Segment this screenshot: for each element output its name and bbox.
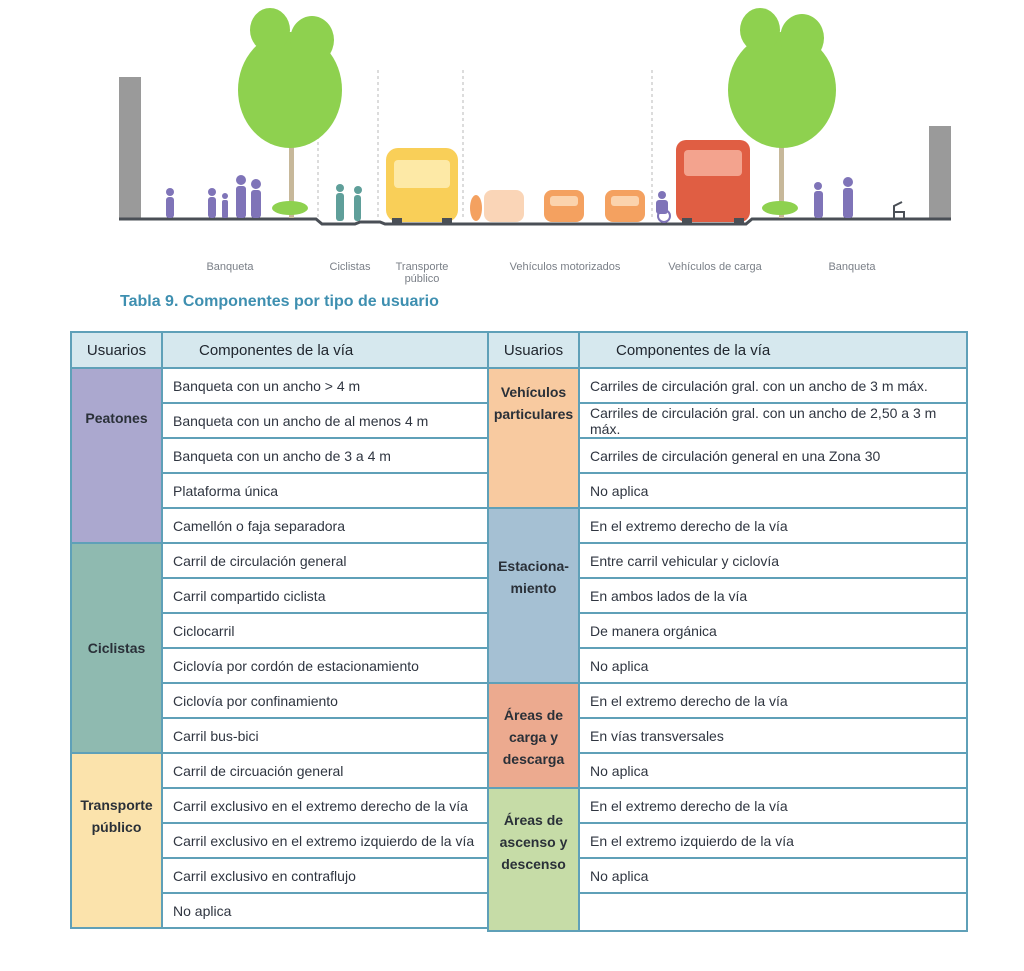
building-right (929, 126, 951, 220)
group-ciclistas: Ciclistas (71, 543, 162, 753)
table-cell: En el extremo derecho de la vía (579, 508, 967, 543)
table-cell: Carril de circuación general (162, 753, 488, 788)
label-banqueta-left: Banqueta (206, 261, 254, 273)
table-cell: Ciclocarril (162, 613, 488, 648)
table-row (488, 683, 967, 718)
table-cell: Camellón o faja separadora (162, 508, 488, 543)
header-usuarios: Usuarios (71, 332, 162, 368)
group-transporte-publico: Transporte público (71, 753, 162, 928)
cyclist-icon (336, 184, 362, 221)
truck-icon (676, 140, 750, 224)
label-banqueta-right: Banqueta (828, 261, 876, 273)
table-cell: Carril exclusivo en el extremo izquierdo de la vía (162, 823, 488, 858)
label-transporte-publico: Transporte público (395, 261, 449, 285)
table-row (71, 543, 488, 578)
table-cell: Entre carril vehicular y ciclovía (579, 543, 967, 578)
group-areas-carga-descarga: Áreas de carga y descarga (488, 683, 579, 788)
table-cell: Plataforma única (162, 473, 488, 508)
table-cell: Carril exclusivo en el extremo derecho de la vía (162, 788, 488, 823)
motor-vehicle-icons (470, 190, 645, 222)
table-cell: En el extremo derecho de la vía (579, 683, 967, 718)
header-componentes: Componentes de la vía (162, 332, 488, 368)
table-cell: Carril compartido ciclista (162, 578, 488, 613)
group-vehiculos-particulares: Vehículos particulares (488, 368, 579, 508)
table-row (488, 508, 967, 543)
table-row (71, 368, 488, 403)
table-cell: Carriles de circulación gral. con un ancho de 2,50 a 3 m máx. (579, 403, 967, 438)
table-caption: Tabla 9. Componentes por tipo de usuario (120, 293, 439, 310)
table-cell: Banqueta con un ancho > 4 m (162, 368, 488, 403)
table-cell: No aplica (579, 858, 967, 893)
group-areas-ascenso-descenso: Áreas de ascenso y descenso (488, 788, 579, 931)
table-cell: Carril de circulación general (162, 543, 488, 578)
table-cell: Carriles de circulación general en una Zona 30 (579, 438, 967, 473)
table-cell: No aplica (579, 648, 967, 683)
components-table-right (487, 331, 968, 932)
table-cell: No aplica (162, 893, 488, 928)
table-cell: Banqueta con un ancho de 3 a 4 m (162, 438, 488, 473)
pedestrians-icon-left (166, 175, 261, 218)
header-componentes: Componentes de la vía (579, 332, 967, 368)
label-vehiculos-carga: Vehículos de carga (668, 261, 762, 273)
table-header-row (488, 332, 967, 368)
group-estacionamiento: Estaciona-miento (488, 508, 579, 683)
table-cell: Ciclovía por confinamiento (162, 683, 488, 718)
table-cell: No aplica (579, 473, 967, 508)
table-cell: Carril exclusivo en contraflujo (162, 858, 488, 893)
table-cell: En vías transversales (579, 718, 967, 753)
label-vehiculos-motorizados: Vehículos motorizados (509, 261, 621, 273)
building-left (119, 77, 141, 220)
table-row (488, 788, 967, 823)
table-cell: Carril bus-bici (162, 718, 488, 753)
bench-icon (894, 202, 904, 218)
label-ciclistas: Ciclistas (329, 261, 371, 273)
table-cell: Carriles de circulación gral. con un ancho de 3 m máx. (579, 368, 967, 403)
table-cell: En ambos lados de la vía (579, 578, 967, 613)
header-usuarios: Usuarios (488, 332, 579, 368)
table-cell: En el extremo derecho de la vía (579, 788, 967, 823)
table-cell: En el extremo izquierdo de la vía (579, 823, 967, 858)
street-ground-line (119, 219, 951, 224)
table-cell: Banqueta con un ancho de al menos 4 m (162, 403, 488, 438)
table-header-row (71, 332, 488, 368)
table-cell-empty (579, 893, 967, 931)
wheelchair-user-icon (656, 191, 670, 222)
table-row (71, 753, 488, 788)
table-cell: No aplica (579, 753, 967, 788)
group-peatones: Peatones (71, 368, 162, 543)
table-cell: De manera orgánica (579, 613, 967, 648)
table-row (488, 368, 967, 403)
table-cell: Ciclovía por cordón de estacionamiento (162, 648, 488, 683)
pedestrians-icon-right (814, 177, 853, 218)
street-cross-section-illustration (0, 0, 1024, 300)
components-table-left (70, 331, 489, 929)
bus-icon (386, 148, 458, 224)
